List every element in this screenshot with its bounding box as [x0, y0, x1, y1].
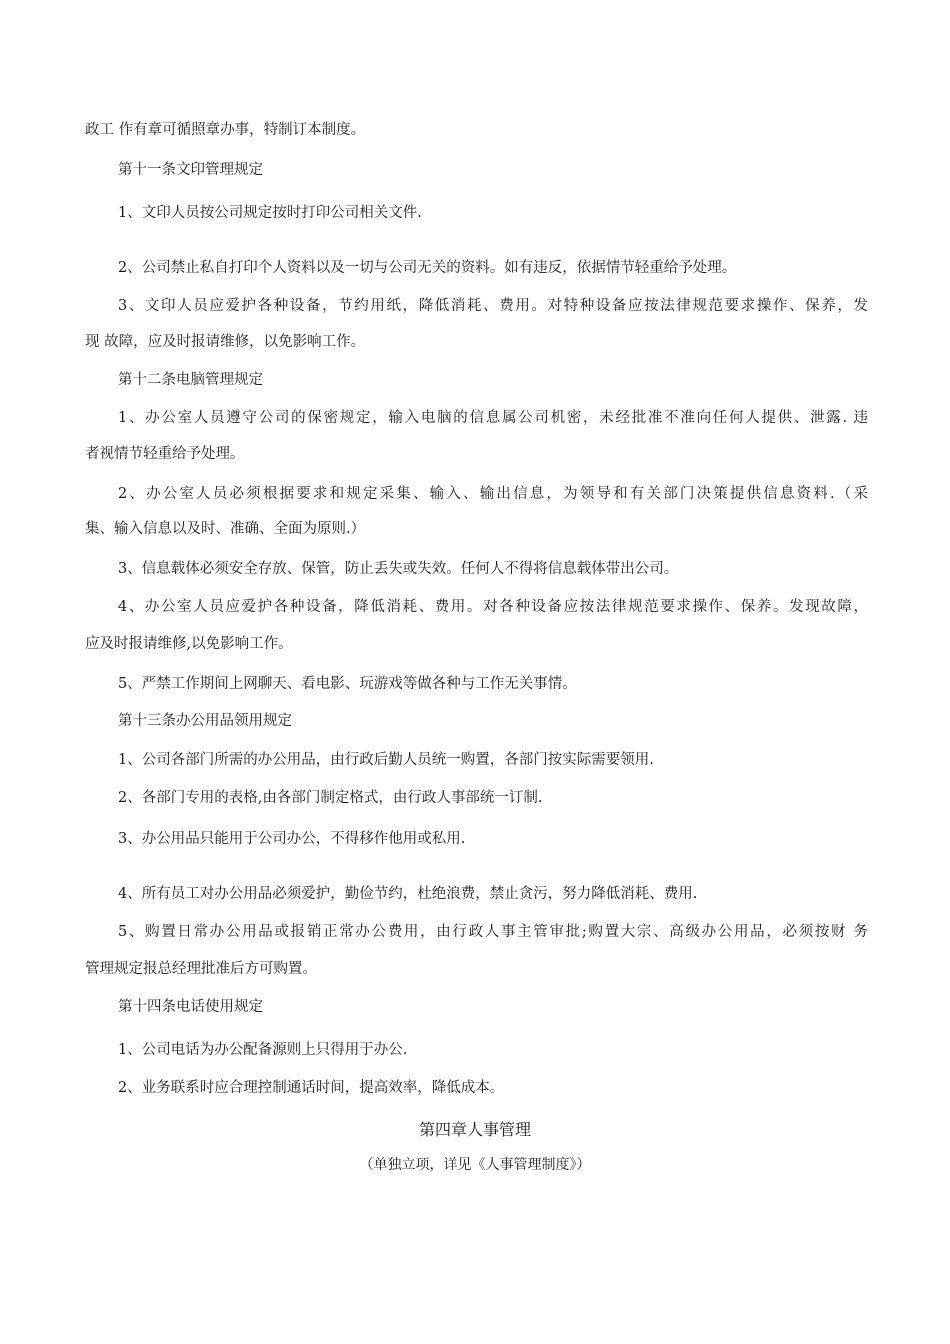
section-heading: 第十一条文印管理规定 — [118, 162, 263, 178]
paragraph-line: 者视情节轻重给予处理。 — [85, 446, 245, 462]
paragraph-line: 3、信息载体必须安全存放、保管，防止丢失或失效。任何人不得将信息载体带出公司。 — [118, 561, 679, 577]
chapter-title: 第四章人事管理 — [418, 1120, 531, 1139]
paragraph-line: 5、严禁工作期间上网聊天、看电影、玩游戏等做各种与工作无关事情。 — [118, 676, 577, 692]
paragraph-line: 集、输入信息以及时、准确、全面为原则.） — [85, 521, 366, 537]
chapter-note: （单独立项，详见《人事管理制度》） — [359, 1157, 591, 1173]
section-heading: 第十四条电话使用规定 — [118, 999, 263, 1015]
paragraph-line: 4、办公室人员应爱护各种设备，降低消耗、费用。对各种设备应按法律规范要求操作、保养。发现故障， — [118, 599, 868, 615]
paragraph-line: 2、各部门专用的表格,由各部门制定格式，由行政人事部统一订制. — [118, 790, 543, 806]
section-heading: 第十三条办公用品领用规定 — [118, 713, 292, 729]
paragraph-line: 1、办公室人员遵守公司的保密规定，输入电脑的信息属公司机密，未经批准不准向任何人提供、泄露. 违 — [118, 410, 868, 426]
paragraph-line: 应及时报请维修,以免影响工作。 — [85, 636, 293, 652]
paragraph-line: 2、业务联系时应合理控制通话时间，提高效率，降低成本。 — [118, 1080, 505, 1096]
paragraph-line: 4、所有员工对办公用品必须爱护，勤俭节约，杜绝浪费，禁止贪污，努力降低消耗、费用. — [118, 886, 698, 902]
paragraph-line: 现 故障，应及时报请维修，以免影响工作。 — [85, 334, 366, 350]
paragraph-line: 5、购置日常办公用品或报销正常办公费用，由行政人事主管审批;购置大宗、高级办公用品，必须按财 务 — [118, 924, 868, 940]
paragraph-line: 管理规定报总经理批准后方可购置。 — [85, 961, 317, 977]
paragraph-line: 1、公司电话为办公配备源则上只得用于办公. — [118, 1042, 408, 1058]
paragraph-line: 2、公司禁止私自打印个人资料以及一切与公司无关的资料。如有违反，依据情节轻重给予处理。 — [118, 260, 737, 276]
paragraph-line: 1、公司各部门所需的办公用品，由行政后勤人员统一购置，各部门按实际需要领用. — [118, 752, 654, 768]
paragraph-line: 2、办公室人员必须根据要求和规定采集、输入、输出信息，为领导和有关部门决策提供信息资料.（采 — [118, 486, 868, 502]
paragraph-line: 3、文印人员应爱护各种设备，节约用纸，降低消耗、费用。对特种设备应按法律规范要求操作、保养，发 — [118, 298, 868, 314]
paragraph-line: 1、文印人员按公司规定按时打印公司相关文件. — [118, 205, 422, 221]
paragraph-line: 3、办公用品只能用于公司办公，不得移作他用或私用. — [118, 831, 466, 847]
section-heading: 第十二条电脑管理规定 — [118, 372, 263, 388]
paragraph-line: 政工 作有章可循照章办事，特制订本制度。 — [85, 122, 366, 138]
